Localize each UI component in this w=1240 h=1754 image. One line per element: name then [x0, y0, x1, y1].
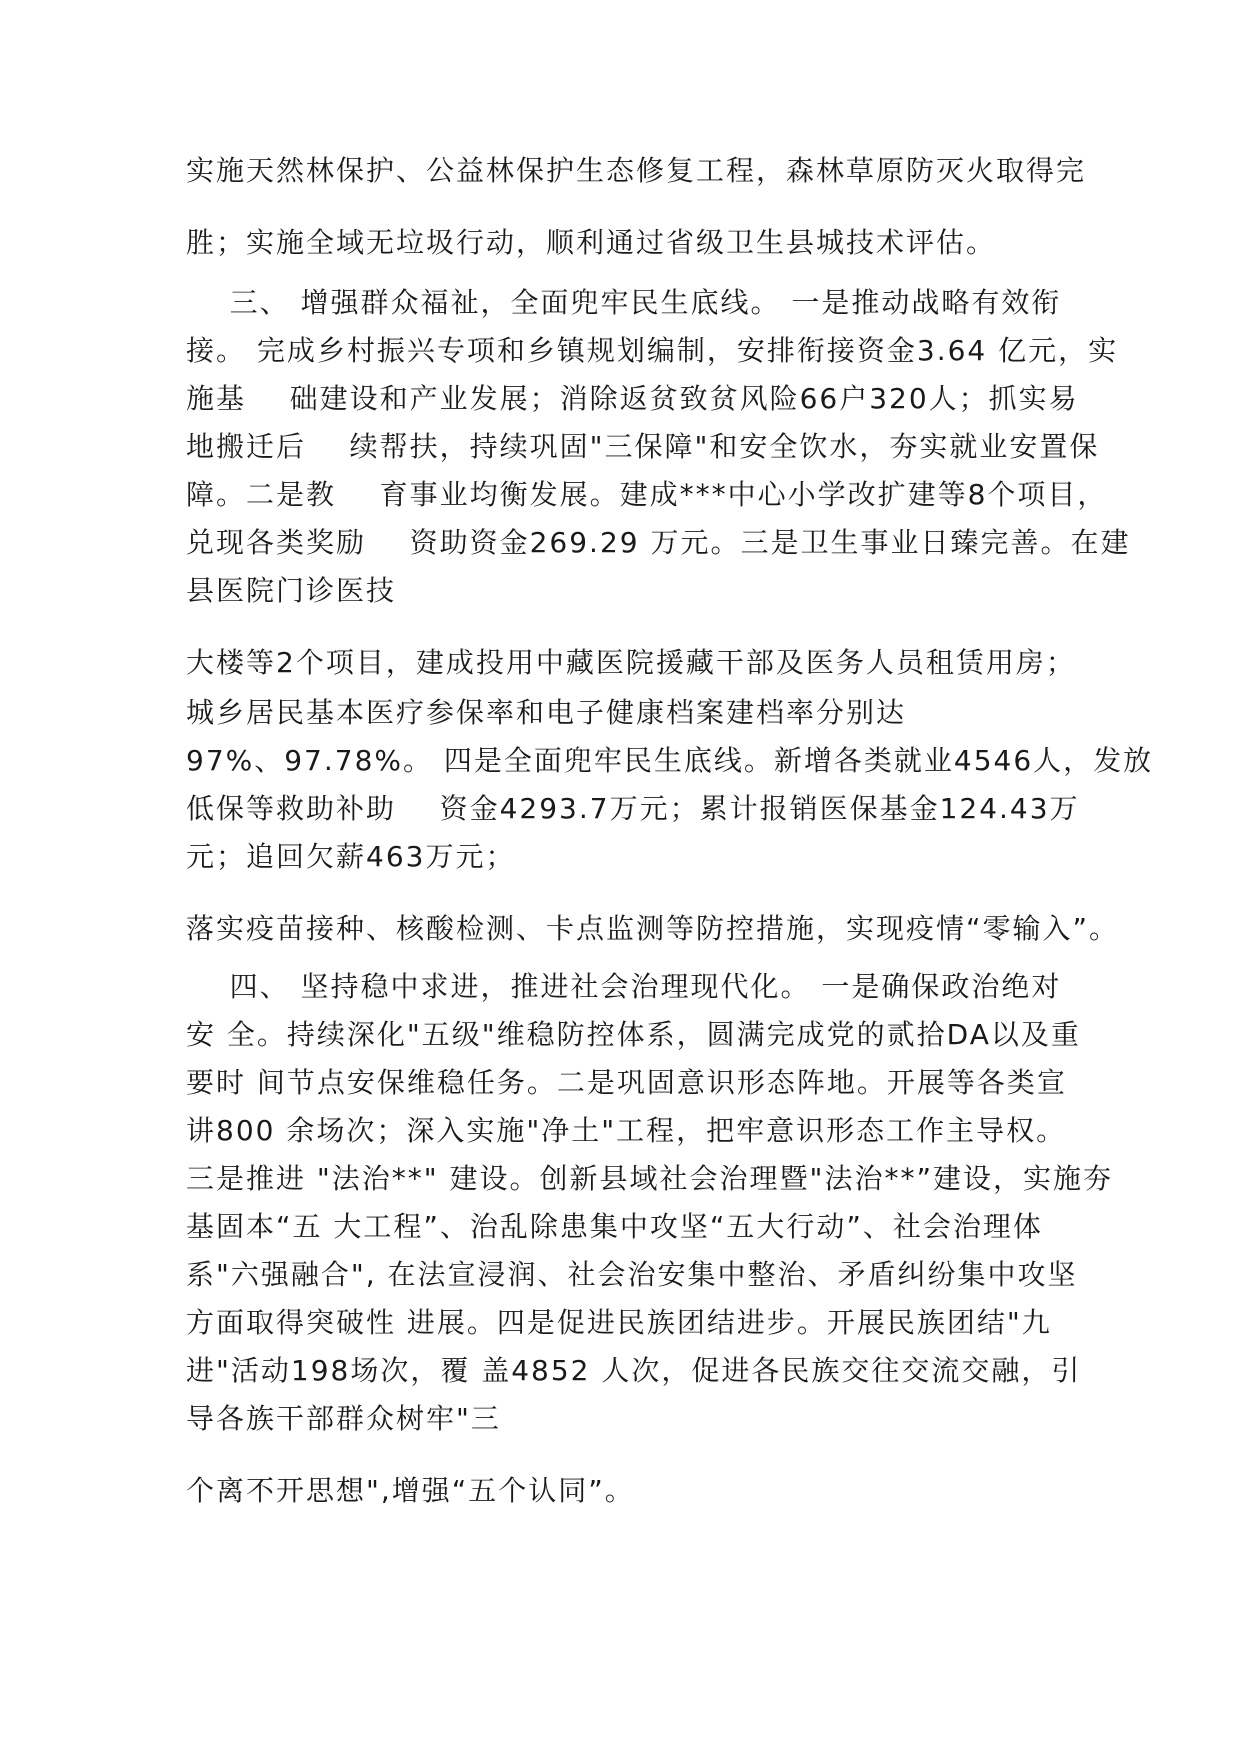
text-line-21: 基固本“五 大工程”、治乱除患集中攻坚“五大行动”、社会治理体 [186, 1210, 1043, 1243]
text-line-7: 障。二是教 育事业均衡发展。建成***中心小学改扩建等8个项目， [186, 478, 1108, 511]
text-line-26: 个离不开思想",增强“五个认同”。 [186, 1474, 635, 1507]
text-line-12: 97%、97.78%。 四是全面兜牢民生底线。新增各类就业4546人，发放 [186, 744, 1154, 777]
text-line-15: 落实疫苗接种、核酸检测、卡点监测等防控措施，实现疫情“零输入”。 [186, 912, 1120, 945]
text-line-9: 县医院门诊医技 [186, 574, 397, 607]
text-line-10: 大楼等2个项目，建成投用中藏医院援藏干部及医务人员租赁用房； [186, 646, 1076, 679]
text-line-6: 地搬迁后 续帮扶，持续巩固"三保障"和安全饮水，夯实就业安置保 [186, 430, 1100, 463]
text-line-23: 方面取得突破性 进展。四是促进民族团结进步。开展民族团结"九 [186, 1306, 1052, 1339]
text-line-3: 三、 增强群众福祉，全面兜牢民生底线。 一是推动战略有效衔 [186, 286, 1062, 319]
text-line-13: 低保等救助补助 资金4293.7万元；累计报销医保基金124.43万 [186, 792, 1080, 825]
text-line-24: 进"活动198场次，覆 盖4852 人次，促进各民族交往交流交融，引 [186, 1354, 1082, 1387]
text-line-20: 三是推进 "法治**" 建设。创新县域社会治理暨"法治**”建设，实施夯 [186, 1162, 1113, 1195]
text-line-22: 系"六强融合", 在法宣浸润、社会治安集中整治、矛盾纠纷集中攻坚 [186, 1258, 1078, 1291]
text-line-11: 城乡居民基本医疗参保率和电子健康档案建档率分别达 [186, 696, 907, 729]
text-line-18: 要时 间节点安保维稳任务。二是巩固意识形态阵地。开展等各类宣 [186, 1066, 1067, 1099]
text-line-1: 实施天然林保护、公益林保护生态修复工程，森林草原防灭火取得完 [186, 154, 1087, 187]
text-line-17: 安 全。持续深化"五级"维稳防控体系，圆满完成党的贰拾DA以及重 [186, 1018, 1081, 1051]
text-line-4: 接。 完成乡村振兴专项和乡镇规划编制，安排衔接资金3.64 亿元，实 [186, 334, 1119, 367]
text-line-25: 导各族干部群众树牢"三 [186, 1402, 501, 1435]
text-line-16: 四、 坚持稳中求进，推进社会治理现代化。 一是确保政治绝对 [186, 970, 1062, 1003]
text-line-14: 元；追回欠薪463万元； [186, 840, 516, 873]
text-line-5: 施基 础建设和产业发展；消除返贫致贫风险66户320人；抓实易 [186, 382, 1079, 415]
text-line-8: 兑现各类奖励 资助资金269.29 万元。三是卫生事业日臻完善。在建 [186, 526, 1131, 559]
text-line-19: 讲800 余场次；深入实施"净土"工程，把牢意识形态工作主导权。 [186, 1114, 1067, 1147]
text-line-2: 胜；实施全域无垃圾行动，顺利通过省级卫生县城技术评估。 [186, 226, 997, 259]
